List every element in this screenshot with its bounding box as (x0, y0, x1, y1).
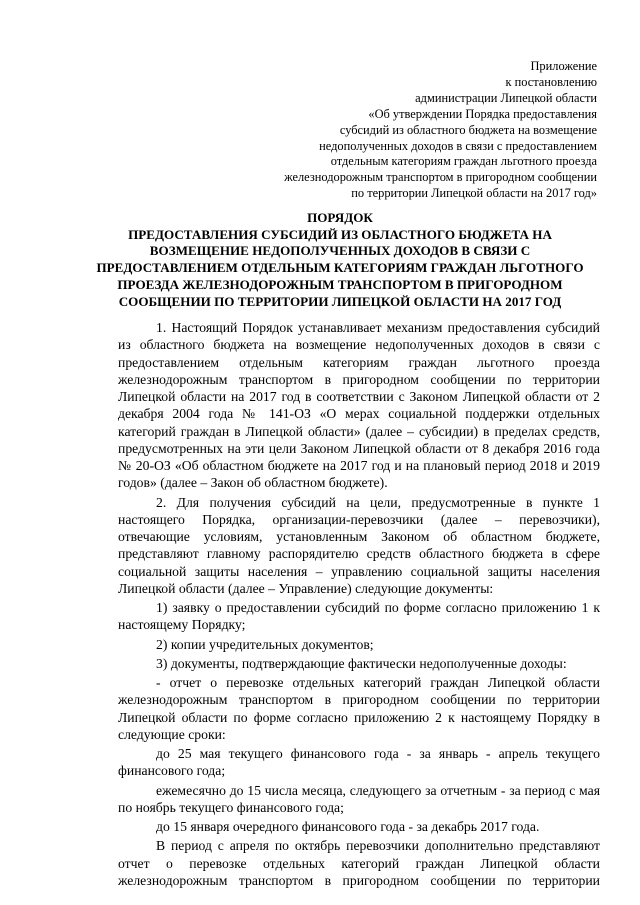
annex-line: администрации Липецкой области (415, 90, 597, 105)
document-title (80, 210, 600, 310)
title-line: ПРЕДОСТАВЛЕНИЯ СУБСИДИЙ ИЗ ОБЛАСТНОГО БЮДЖЕТА НА (128, 226, 552, 242)
annex-line: «Об утверждении Порядка предоставления (368, 106, 597, 121)
report-item: - отчет о перевозке отдельных категорий граждан Липецкой области железнодорожным транспортом в пригородном сообщении по территории Липецкой области по форме согласно приложению 2 к настоящему Порядку в следующие сроки: (118, 675, 600, 742)
annex-line: к постановлению (505, 74, 597, 89)
title-line: ВОЗМЕЩЕНИЕ НЕДОПОЛУЧЕННЫХ ДОХОДОВ В СВЯЗИ С (149, 243, 531, 259)
title-line: ПОРЯДОК (307, 210, 373, 225)
annex-line: отдельным категориям граждан льготного проезда (330, 154, 597, 169)
deadline-2: ежемесячно до 15 числа месяца, следующего за отчетным - за период с мая по ноябрь текущего финансового года; (118, 782, 600, 815)
list-item-3: 3) документы, подтверждающие фактически недополученные доходы: (156, 655, 567, 671)
deadline-1: до 25 мая текущего финансового года - за январь - апрель текущего финансового года; (118, 746, 600, 779)
annex-line: недополученных доходов в связи с предоставлением (319, 138, 597, 153)
annex-line: железнодорожным транспортом в пригородном сообщении (284, 170, 597, 185)
annex-line: Приложение (530, 59, 597, 73)
annex-line: по территории Липецкой области на 2017 год» (351, 186, 597, 201)
paragraph-2: 2. Для получения субсидий на цели, предусмотренные в пункте 1 настоящего Порядка, организации-перевозчики (далее – перевозчики), отвечающие условиям, установленным Законом об областном бюджете, представляют главному распорядителю средств областного бюджета в сфере социальной защиты населения – управлению социальной защиты населения Липецкой области (далее – Управление) следующие документы: (118, 494, 600, 596)
title-line: ПРОЕЗДА ЖЕЛЕЗНОДОРОЖНЫМ ТРАНСПОРТОМ В ПРИГОРОДНОМ (117, 276, 563, 292)
annex-header (217, 59, 597, 202)
list-item-2: 2) копии учредительных документов; (156, 636, 374, 652)
annex-line: субсидий из областного бюджета на возмещение (339, 122, 597, 137)
title-line: ПРЕДОСТАВЛЕНИЕМ ОТДЕЛЬНЫМ КАТЕГОРИЯМ ГРАЖДАН ЛЬГОТНОГО (96, 260, 584, 276)
paragraph-additional: В период с апреля по октябрь перевозчики дополнительно представляют отчет о перевозке отдельных категорий граждан Липецкой области железнодорожным транспортом в пригородном сообщении по территории (118, 838, 600, 888)
title-line: СООБЩЕНИИ ПО ТЕРРИТОРИИ ЛИПЕЦКОЙ ОБЛАСТИ НА 2017 ГОД (118, 293, 562, 309)
list-item-1: 1) заявку о предоставлении субсидий по форме согласно приложению 1 к настоящему Порядку; (118, 600, 600, 633)
paragraph-1: 1. Настоящий Порядок устанавливает механизм предоставления субсидий из областного бюджета на возмещение недополученных доходов в связи с предоставлением отдельным категориям граждан льготного проезда железнодорожным транспортом в пригородном сообщении по территории Липецкой области на 2017 год в соответствии с Законом Липецкой области от 2 декабря 2004 года № 141-ОЗ «О мерах социальной поддержки отдельных категорий граждан в Липецкой области» (далее – субсидии) в пределах средств, предусмотренных на эти цели Законом Липецкой области от 8 декабря 2016 года № 20-ОЗ «Об областном бюджете на 2017 год и на плановый период 2018 и 2019 годов» (далее – Закон об областном бюджете). (118, 320, 600, 491)
document-body (118, 319, 600, 889)
deadline-3: до 15 января очередного финансового года - за декабрь 2017 года. (156, 819, 540, 834)
